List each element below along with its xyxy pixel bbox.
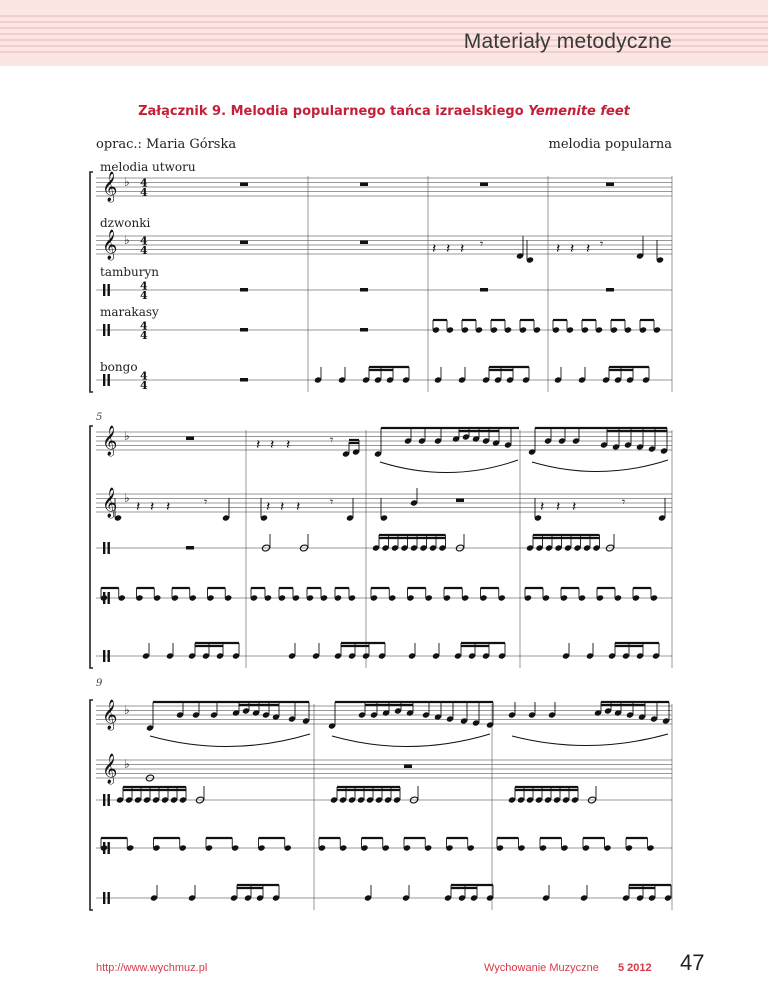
time-signature: 4 [140,244,148,257]
quarter-rest-icon: 𝄽 [572,499,577,515]
footer-page-number: 47 [680,950,705,975]
treble-clef-icon: 𝄞 [102,754,118,784]
percussion-clef-icon [103,284,105,296]
slur [532,460,668,472]
quarter-rest-icon: 𝄽 [150,499,155,515]
quarter-rest-icon: 𝄽 [270,437,275,453]
percussion-clef-icon [108,842,110,854]
treble-clef-icon: 𝄞 [102,230,118,260]
flat-icon: ♭ [124,233,130,247]
flat-icon: ♭ [124,757,130,771]
percussion-clef-icon [103,542,105,554]
whole-rest-icon [360,328,368,332]
arranger-credit: oprac.: Maria Górska [96,137,237,152]
quarter-rest-icon: 𝄽 [286,437,291,453]
quarter-rest-icon: 𝄽 [266,499,271,515]
instrument-label-melody: melodia utworu [100,160,196,174]
genre-credit: melodia popularna [548,137,672,152]
quarter-rest-icon: 𝄽 [432,241,437,257]
whole-rest-icon [240,328,248,332]
flat-icon: ♭ [124,703,130,717]
instrument-label-bongo: bongo [100,360,138,374]
time-signature: 4 [140,369,148,383]
treble-clef-icon: 𝄞 [102,488,118,518]
quarter-rest-icon: 𝄽 [166,499,171,515]
system-bracket [90,426,93,668]
title-prefix: Załącznik 9. Melodia popularnego tańca izraelskiego [138,104,529,119]
whole-rest-icon [480,183,488,187]
whole-rest-icon [606,183,614,187]
instrument-label-maracas: marakasy [100,305,159,319]
title-italic: Yemenite feet [528,104,630,119]
quarter-rest-icon: 𝄽 [256,437,261,453]
footer-issue: 5 2012 [618,962,652,974]
section-title: Materiały metodyczne [463,30,672,53]
percussion-clef-icon [108,592,110,604]
flat-icon: ♭ [124,491,130,505]
eighth-rest-icon: 𝄾 [600,237,604,251]
percussion-clef-icon [103,374,105,386]
time-signature: 4 [140,234,148,248]
system-bracket [90,700,93,910]
whole-rest-icon [186,546,194,550]
instrument-label-bells: dzwonki [100,216,151,230]
time-signature: 4 [140,186,148,199]
quarter-rest-icon: 𝄽 [556,499,561,515]
percussion-clef-icon [108,542,110,554]
slur [512,734,668,746]
whole-rest-icon [360,288,368,292]
whole-rest-icon [456,499,464,503]
quarter-rest-icon: 𝄽 [556,241,561,257]
slur [380,460,518,473]
eighth-rest-icon: 𝄾 [330,495,334,509]
instrument-label-tambourine: tamburyn [100,265,160,279]
whole-rest-icon [240,183,248,187]
system-bracket [90,172,93,392]
eighth-rest-icon: 𝄾 [330,433,334,447]
quarter-rest-icon: 𝄽 [586,241,591,257]
treble-clef-icon: 𝄞 [102,172,118,202]
quarter-rest-icon: 𝄽 [280,499,285,515]
eighth-rest-icon: 𝄾 [480,237,484,251]
whole-rest-icon [360,241,368,245]
whole-rest-icon [240,241,248,245]
time-signature: 4 [140,279,148,293]
quarter-rest-icon: 𝄽 [570,241,575,257]
whole-rest-icon [240,378,248,382]
quarter-rest-icon: 𝄽 [296,499,301,515]
flat-icon: ♭ [124,175,130,189]
slur [332,734,490,747]
percussion-clef-icon [103,650,105,662]
percussion-clef-icon [108,374,110,386]
eighth-rest-icon: 𝄾 [204,495,208,509]
footer-magazine: Wychowanie Muzyczne [484,962,599,974]
quarter-rest-icon: 𝄽 [136,499,141,515]
quarter-rest-icon: 𝄽 [460,241,465,257]
whole-rest-icon [186,437,194,441]
percussion-clef-icon [103,794,105,806]
time-signature: 4 [140,289,148,302]
quarter-rest-icon: 𝄽 [540,499,545,515]
eighth-rest-icon: 𝄾 [622,495,626,509]
measure-number-9: 9 [96,678,103,689]
percussion-clef-icon [108,892,110,904]
time-signature: 4 [140,176,148,190]
whole-rest-icon [404,765,412,769]
whole-rest-icon [606,288,614,292]
percussion-clef-icon [108,650,110,662]
time-signature: 4 [140,319,148,333]
percussion-clef-icon [108,794,110,806]
treble-clef-icon: 𝄞 [102,700,118,730]
percussion-clef-icon [108,284,110,296]
whole-rest-icon [360,183,368,187]
percussion-clef-icon [108,324,110,336]
footer-url[interactable]: http://www.wychmuz.pl [96,962,208,974]
time-signature: 4 [140,379,148,392]
treble-clef-icon: 𝄞 [102,426,118,456]
percussion-clef-icon [103,324,105,336]
percussion-clef-icon [103,892,105,904]
slur [150,734,310,747]
measure-number-5: 5 [96,412,103,423]
whole-rest-icon [480,288,488,292]
whole-rest-icon [240,288,248,292]
quarter-rest-icon: 𝄽 [446,241,451,257]
time-signature: 4 [140,329,148,342]
flat-icon: ♭ [124,429,130,443]
